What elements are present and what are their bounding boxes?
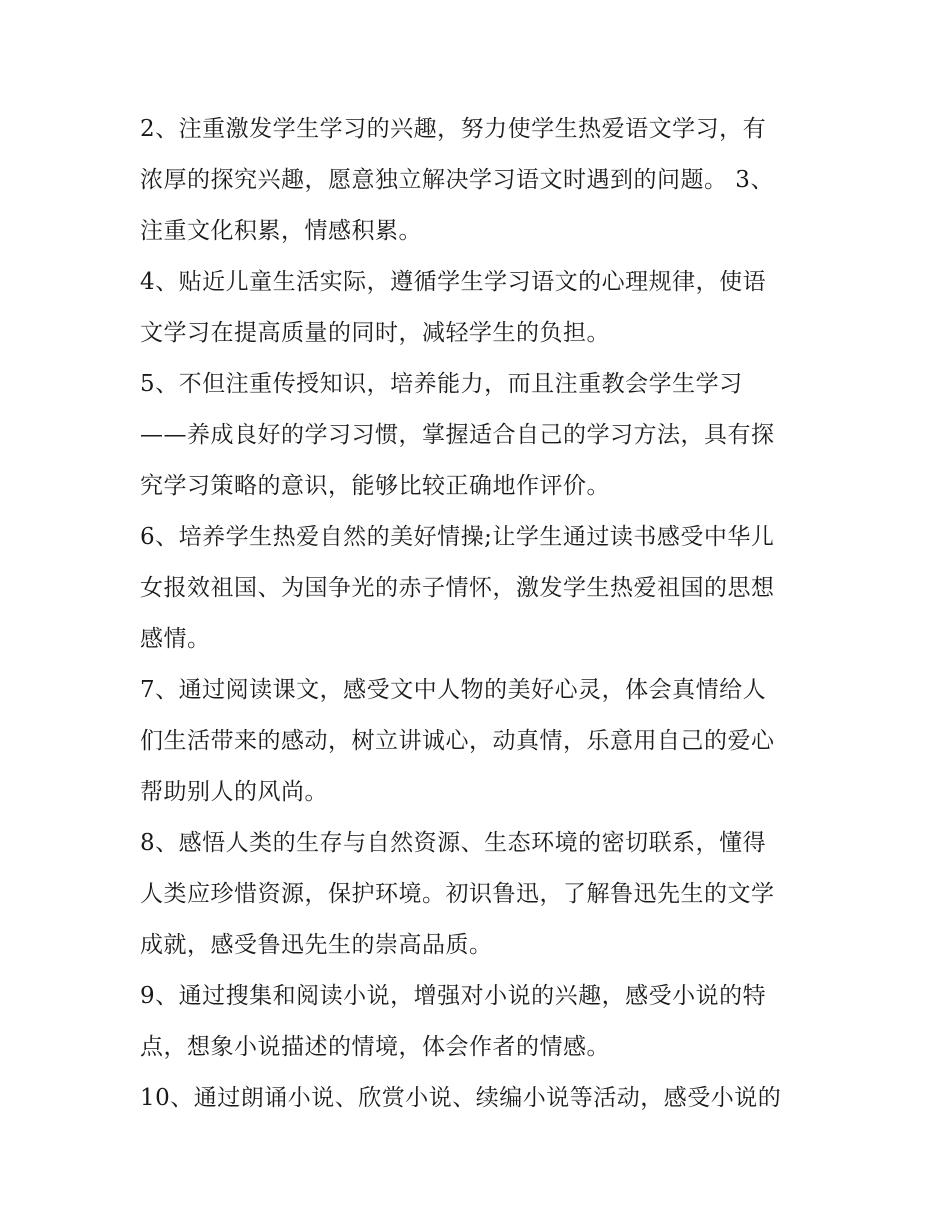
document-body [140, 104, 820, 1124]
paragraph-item-6 [140, 512, 820, 665]
paragraph-item-5 [140, 359, 820, 512]
text-line: 6、培养学生热爱自然的美好情操;让学生通过读书感受中华儿 [140, 524, 775, 550]
text-line: 10、通过朗诵小说、欣赏小说、续编小说等活动，感受小说的 [140, 1085, 782, 1111]
text-line: 女报效祖国、为国争光的赤子情怀，激发学生热爱祖国的思想 [140, 575, 775, 601]
text-line: 文学习在提高质量的同时，减轻学生的负担。 [140, 320, 610, 346]
paragraph-item-4 [140, 257, 820, 359]
text-line: 7、通过阅读课文，感受文中人物的美好心灵，体会真情给人 [140, 677, 767, 703]
text-line: 浓厚的探究兴趣，愿意独立解决学习语文时遇到的问题。 3、 [140, 167, 774, 193]
paragraph-item-9 [140, 971, 820, 1073]
paragraph-item-10 [140, 1073, 820, 1124]
paragraph-item-7 [140, 665, 820, 818]
text-line: 2、注重激发学生学习的兴趣，努力使学生热爱语文学习，有 [140, 116, 767, 142]
text-line: 注重文化积累，情感积累。 [140, 218, 422, 244]
text-line: 4、贴近儿童生活实际，遵循学生学习语文的心理规律，使语 [140, 269, 767, 295]
text-line: 9、通过搜集和阅读小说，增强对小说的兴趣，感受小说的特 [140, 983, 767, 1009]
paragraph-item-2 [140, 104, 820, 257]
paragraph-item-8 [140, 818, 820, 971]
text-line: 人类应珍惜资源，保护环境。初识鲁迅，了解鲁迅先生的文学 [140, 881, 775, 907]
text-line: 们生活带来的感动，树立讲诚心，动真情，乐意用自己的爱心 [140, 728, 775, 754]
text-line: 8、感悟人类的生存与自然资源、生态环境的密切联系，懂得 [140, 830, 767, 856]
text-line: 究学习策略的意识，能够比较正确地作评价。 [140, 473, 610, 499]
text-line: 感情。 [140, 626, 211, 652]
text-line: ——养成良好的学习习惯，掌握适合自己的学习方法，具有探 [140, 422, 775, 448]
text-line: 点，想象小说描述的情境，体会作者的情感。 [140, 1034, 610, 1060]
text-line: 5、不但注重传授知识，培养能力，而且注重教会学生学习 [140, 371, 743, 397]
text-line: 帮助别人的风尚。 [140, 779, 328, 805]
text-line: 成就，感受鲁迅先生的崇高品质。 [140, 932, 493, 958]
